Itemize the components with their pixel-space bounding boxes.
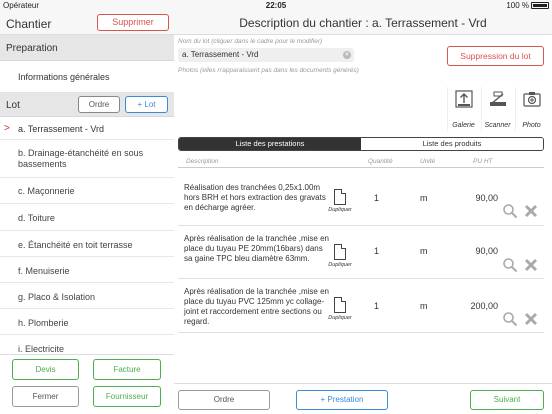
duplicate-label: Dupliquer xyxy=(328,315,352,321)
main-actions xyxy=(174,383,552,414)
search-icon[interactable] xyxy=(502,257,518,273)
status-time: 22:05 xyxy=(265,1,287,10)
delete-icon[interactable] xyxy=(524,312,538,326)
scanner-icon xyxy=(489,90,507,108)
lot-item-label: d. Toiture xyxy=(18,213,55,223)
sidebar xyxy=(0,11,174,414)
fermer-button[interactable]: Fermer xyxy=(12,386,79,407)
scanner-button[interactable] xyxy=(481,87,513,131)
lot-item[interactable] xyxy=(0,335,174,354)
lot-item-label: h. Plomberie xyxy=(18,318,69,328)
col-quantity: Quantité xyxy=(368,158,393,165)
lot-item-label: i. Electricite xyxy=(18,344,65,354)
lot-item[interactable] xyxy=(0,117,174,140)
devis-button[interactable]: Devis xyxy=(12,359,79,380)
row-price: 200,00 xyxy=(470,301,498,311)
col-unit: Unité xyxy=(420,158,436,165)
photo-label: Photo xyxy=(522,122,541,129)
lot-item[interactable] xyxy=(0,309,174,335)
page-title: Description du chantier : a. Terrassement - Vrd xyxy=(239,16,487,30)
clear-icon[interactable]: ✕ xyxy=(344,52,350,58)
row-description: Après réalisation de la tranchée ,mise en place du tuyau PVC 125mm yc collage-joint et raccordement entre sections ou regard. xyxy=(184,287,329,326)
preparation-section[interactable] xyxy=(0,35,174,61)
lot-label: Lot xyxy=(6,100,20,111)
next-button[interactable]: Suivant xyxy=(470,390,544,410)
row-unit: m xyxy=(420,301,428,311)
lot-item-label: f. Menuiserie xyxy=(18,266,70,276)
document-icon xyxy=(334,244,346,260)
tab-prestations[interactable]: Liste des prestations xyxy=(179,138,361,150)
lot-header xyxy=(0,93,174,117)
delete-icon[interactable] xyxy=(524,258,538,272)
lot-item[interactable] xyxy=(0,257,174,283)
lot-item-label: e. Étanchéité en toit terrasse xyxy=(18,240,133,250)
duplicate-button[interactable] xyxy=(326,189,354,219)
duplicate-label: Dupliquer xyxy=(328,207,352,213)
add-lot-button[interactable]: + Lot xyxy=(125,96,168,113)
gallery-icon xyxy=(455,90,473,108)
search-icon[interactable] xyxy=(502,203,518,219)
row-price: 90,00 xyxy=(475,246,498,256)
lot-item[interactable] xyxy=(0,283,174,309)
table-header xyxy=(178,156,544,168)
search-icon[interactable] xyxy=(502,311,518,327)
lot-item[interactable] xyxy=(0,140,174,178)
lot-item[interactable] xyxy=(0,178,174,204)
main-header xyxy=(174,11,552,35)
lot-name-input[interactable] xyxy=(178,48,354,62)
gallery-label: Galerie xyxy=(452,122,475,129)
sidebar-item-info[interactable] xyxy=(0,61,174,93)
scanner-label: Scanner xyxy=(484,122,511,129)
row-unit: m xyxy=(420,246,428,256)
delete-icon[interactable] xyxy=(524,204,538,218)
info-label: Informations générales xyxy=(18,72,110,82)
tab-produits[interactable]: Liste des produits xyxy=(361,138,543,150)
add-prestation-button[interactable]: + Prestation xyxy=(296,390,388,410)
order-prestations-button[interactable]: Ordre xyxy=(178,390,270,410)
table-row[interactable] xyxy=(178,226,544,279)
battery-icon xyxy=(531,2,549,9)
row-quantity: 1 xyxy=(374,193,380,203)
lot-item[interactable] xyxy=(0,204,174,231)
delete-chantier-button[interactable]: Supprimer xyxy=(97,14,169,31)
lot-item-label: g. Placo & Isolation xyxy=(18,292,96,302)
table-row[interactable] xyxy=(178,169,544,226)
lot-name-value: a. Terrassement - Vrd xyxy=(182,50,259,59)
battery-percent: 100 % xyxy=(506,1,529,10)
lot-item[interactable] xyxy=(0,231,174,257)
sidebar-header xyxy=(0,11,174,35)
sidebar-actions xyxy=(0,354,174,414)
chevron-right-icon: > xyxy=(4,123,10,134)
document-icon xyxy=(334,189,346,205)
duplicate-button[interactable] xyxy=(326,244,354,274)
carrier-label: Opérateur xyxy=(3,1,40,10)
battery-status xyxy=(506,1,549,10)
row-quantity: 1 xyxy=(374,246,380,256)
gallery-button[interactable] xyxy=(447,87,479,131)
lot-item-label: c. Maçonnerie xyxy=(18,186,75,196)
table-row[interactable] xyxy=(178,279,544,333)
row-quantity: 1 xyxy=(374,301,380,311)
lot-item-label: a. Terrassement - Vrd xyxy=(18,124,105,134)
row-price: 90,00 xyxy=(475,193,498,203)
status-bar xyxy=(0,0,552,11)
lot-list xyxy=(0,117,174,354)
row-description: Réalisation des tranchées 0,25x1.00m hors BRH et hors extraction des gravats en décharge agréer. xyxy=(184,183,326,212)
duplicate-button[interactable] xyxy=(326,297,354,327)
fournisseur-button[interactable]: Fournisseur xyxy=(93,386,161,407)
row-unit: m xyxy=(420,193,428,203)
row-description: Après réalisation de la tranchée ,mise en place du tuyau PE 20mm(16bars) dans sa gaine TPC bleu diamètre 63mm. xyxy=(184,234,329,263)
col-description: Description xyxy=(186,158,219,165)
document-icon xyxy=(334,297,346,313)
list-segmented-control xyxy=(178,137,544,151)
photo-button[interactable] xyxy=(515,87,547,131)
lot-order-button[interactable]: Ordre xyxy=(78,96,120,113)
preparation-label: Preparation xyxy=(6,43,58,54)
lot-name-hint: Nom du lot (cliquer dans le cadre pour le modifier) xyxy=(178,38,323,45)
delete-lot-button[interactable]: Suppression du lot xyxy=(447,46,544,66)
camera-icon xyxy=(523,90,541,108)
lot-item-label: b. Drainage-étanchéité en sous bassements xyxy=(18,148,144,169)
facture-button[interactable]: Facture xyxy=(93,359,161,380)
col-price: PU HT xyxy=(473,158,493,165)
sidebar-title: Chantier xyxy=(6,17,52,31)
duplicate-label: Dupliquer xyxy=(328,262,352,268)
photos-hint: Photos (elles n'apparaissent pas dans les documents générés) xyxy=(178,67,359,74)
main-panel xyxy=(174,11,552,414)
